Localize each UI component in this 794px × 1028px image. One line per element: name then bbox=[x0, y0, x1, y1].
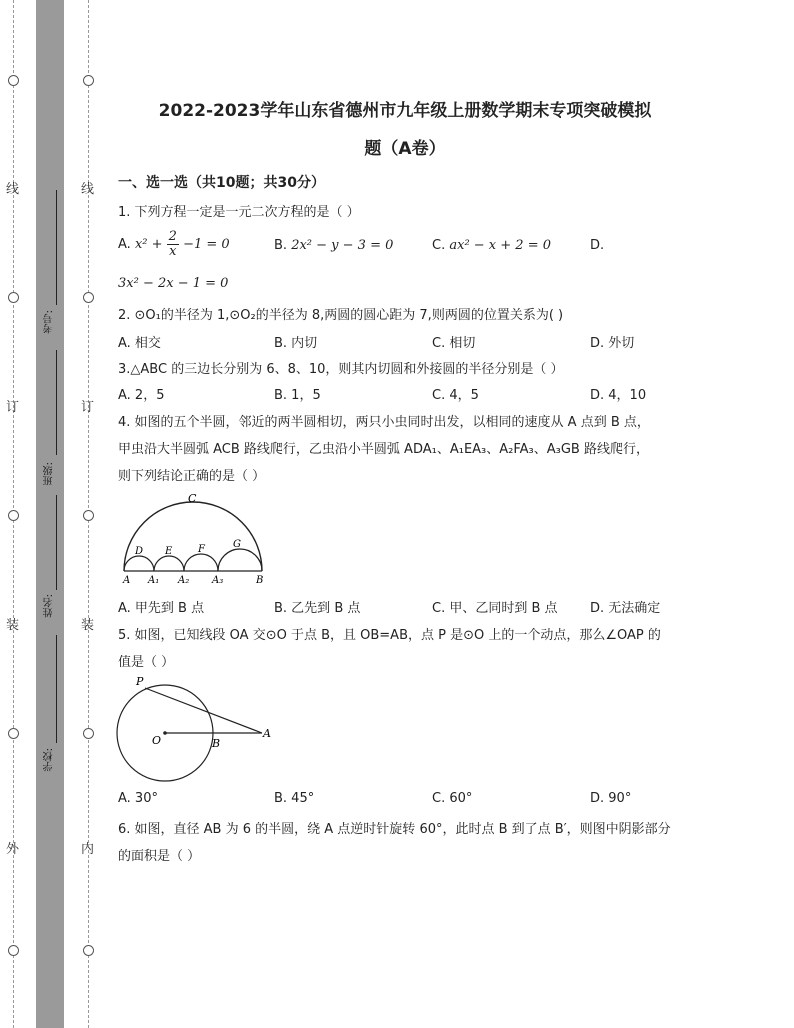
label-a: A bbox=[263, 727, 271, 740]
punch-hole bbox=[8, 945, 19, 956]
margin-char-zhuang: 装 bbox=[6, 618, 20, 633]
margin-char-xian: 线 bbox=[6, 182, 20, 197]
q3-option-c: C. 4，5 bbox=[432, 388, 479, 403]
label-d: D bbox=[135, 546, 144, 557]
q1-fraction-numerator: 2 bbox=[168, 229, 177, 244]
q1-option-a-fraction bbox=[167, 230, 179, 259]
punch-hole bbox=[8, 728, 19, 739]
q1-option-b-expr: 2x² − y − 3 = 0 bbox=[291, 238, 394, 253]
class-line bbox=[56, 350, 57, 455]
q6-stem-line1: 6. 如图，直径 AB 为 6 的半圆，绕 A 点逆时针旋转 60°，此时点 B 到了点 B′，则图中阴影部分 bbox=[118, 822, 671, 837]
section-heading: 一、选一选（共10题；共30分） bbox=[118, 175, 325, 191]
q5-option-c: C. 60° bbox=[432, 791, 473, 806]
circle-figure bbox=[112, 672, 282, 792]
q3-option-d: D. 4，10 bbox=[590, 388, 647, 403]
small-semicircle-g bbox=[218, 549, 262, 571]
q5-stem-line1: 5. 如图，已知线段 OA 交⊙O 于点 B，且 OB=AB，点 P 是⊙O 上的一个动点，那么∠OAP 的 bbox=[118, 628, 661, 643]
q2-option-b: B. 内切 bbox=[274, 336, 318, 351]
q3-option-a: A. 2，5 bbox=[118, 388, 165, 403]
q4-option-d: D. 无法确定 bbox=[590, 601, 661, 616]
q5-stem-line2: 值是（ ） bbox=[118, 655, 175, 670]
small-semicircle-e bbox=[154, 556, 184, 571]
q1-fraction-denominator: x bbox=[169, 244, 177, 259]
margin-char-zhuang-inner: 装 bbox=[81, 618, 95, 633]
label-a2: A₂ bbox=[178, 575, 190, 586]
label-e: E bbox=[165, 546, 173, 557]
name-label: 姓名: bbox=[44, 594, 55, 618]
q1-option-c-label: C. bbox=[432, 238, 446, 253]
q1-option-d-expr: 3x² − 2x − 1 = 0 bbox=[118, 276, 229, 291]
punch-hole bbox=[8, 75, 19, 86]
segment-pa bbox=[145, 688, 262, 733]
label-a3: A₃ bbox=[212, 575, 224, 586]
center-point bbox=[163, 731, 167, 735]
small-semicircle-f bbox=[184, 554, 218, 571]
q1-option-c-expr: ax² − x + 2 = 0 bbox=[449, 238, 551, 253]
q2-option-c: C. 相切 bbox=[432, 336, 476, 351]
q2-option-d: D. 外切 bbox=[590, 336, 635, 351]
label-c: C bbox=[188, 492, 197, 505]
q4-option-a: A. 甲先到 B 点 bbox=[118, 601, 205, 616]
label-p: P bbox=[136, 675, 144, 688]
margin-char-wai: 外 bbox=[6, 842, 20, 857]
binding-strip bbox=[36, 0, 64, 1028]
punch-hole bbox=[83, 510, 94, 521]
q5-option-d: D. 90° bbox=[590, 791, 632, 806]
q1-option-c bbox=[432, 238, 551, 253]
exam-number-label: 考号: bbox=[44, 310, 55, 334]
label-b: B bbox=[212, 737, 221, 750]
label-g: G bbox=[233, 539, 241, 550]
name-line bbox=[56, 495, 57, 590]
label-a1: A₁ bbox=[148, 575, 160, 586]
margin-char-xian-inner: 线 bbox=[81, 182, 95, 197]
q4-stem-line3: 则下列结论正确的是（ ） bbox=[118, 469, 266, 484]
punch-hole bbox=[83, 75, 94, 86]
q5-option-a: A. 30° bbox=[118, 791, 158, 806]
label-b: B bbox=[256, 575, 264, 586]
q1-option-a-expr-pre: x² + bbox=[134, 237, 163, 252]
page-title-line1: 2022-2023学年山东省德州市九年级上册数学期末专项突破模拟 bbox=[158, 101, 652, 121]
margin-char-ding-inner: 订 bbox=[81, 400, 95, 415]
q1-option-a-label: A. bbox=[118, 237, 131, 252]
q1-option-b-label: B. bbox=[274, 238, 288, 253]
q2-stem: 2. ⊙O₁的半径为 1,⊙O₂的半径为 8,两圆的圆心距为 7,则两圆的位置关系为( ) bbox=[118, 308, 564, 323]
q1-stem: 1. 下列方程一定是一元二次方程的是（ ） bbox=[118, 205, 360, 220]
punch-hole bbox=[83, 292, 94, 303]
q1-option-b bbox=[274, 238, 393, 253]
page-title-line2: 题（A卷） bbox=[364, 139, 446, 159]
punch-hole bbox=[8, 510, 19, 521]
punch-hole bbox=[8, 292, 19, 303]
q3-stem: 3.△ABC 的三边长分别为 6、8、10，则其内切圆和外接圆的半径分别是（ ） bbox=[118, 362, 564, 377]
large-semicircle bbox=[124, 502, 262, 571]
margin-char-nei-inner: 内 bbox=[81, 842, 95, 857]
q1-option-a bbox=[118, 230, 230, 259]
q3-option-b: B. 1，5 bbox=[274, 388, 321, 403]
school-line bbox=[56, 635, 57, 743]
q1-option-d-label: D. bbox=[590, 238, 605, 253]
margin-char-ding: 订 bbox=[6, 400, 20, 415]
q2-option-a: A. 相交 bbox=[118, 336, 161, 351]
punch-hole bbox=[83, 728, 94, 739]
q1-option-a-expr-post: −1 = 0 bbox=[183, 237, 230, 252]
school-label: 学校: bbox=[44, 748, 55, 772]
q5-option-b: B. 45° bbox=[274, 791, 315, 806]
exam-number-line bbox=[56, 190, 57, 305]
label-a: A bbox=[123, 575, 131, 586]
class-label: 班级: bbox=[44, 462, 55, 486]
q6-stem-line2: 的面积是（ ） bbox=[118, 849, 201, 864]
q4-stem-line1: 4. 如图的五个半圆，邻近的两半圆相切，两只小虫同时出发，以相同的速度从 A 点到 B 点， bbox=[118, 415, 650, 430]
semicircles-figure bbox=[114, 488, 274, 586]
q4-option-b: B. 乙先到 B 点 bbox=[274, 601, 361, 616]
q4-option-c: C. 甲、乙同时到 B 点 bbox=[432, 601, 558, 616]
label-f: F bbox=[198, 544, 205, 555]
q4-stem-line2: 甲虫沿大半圆弧 ACB 路线爬行，乙虫沿小半圆弧 ADA₁、A₁EA₃、A₂FA₃、A₃GB 路线爬行， bbox=[118, 442, 649, 457]
small-semicircle-d bbox=[124, 556, 154, 571]
label-o: O bbox=[152, 734, 162, 747]
punch-hole bbox=[83, 945, 94, 956]
